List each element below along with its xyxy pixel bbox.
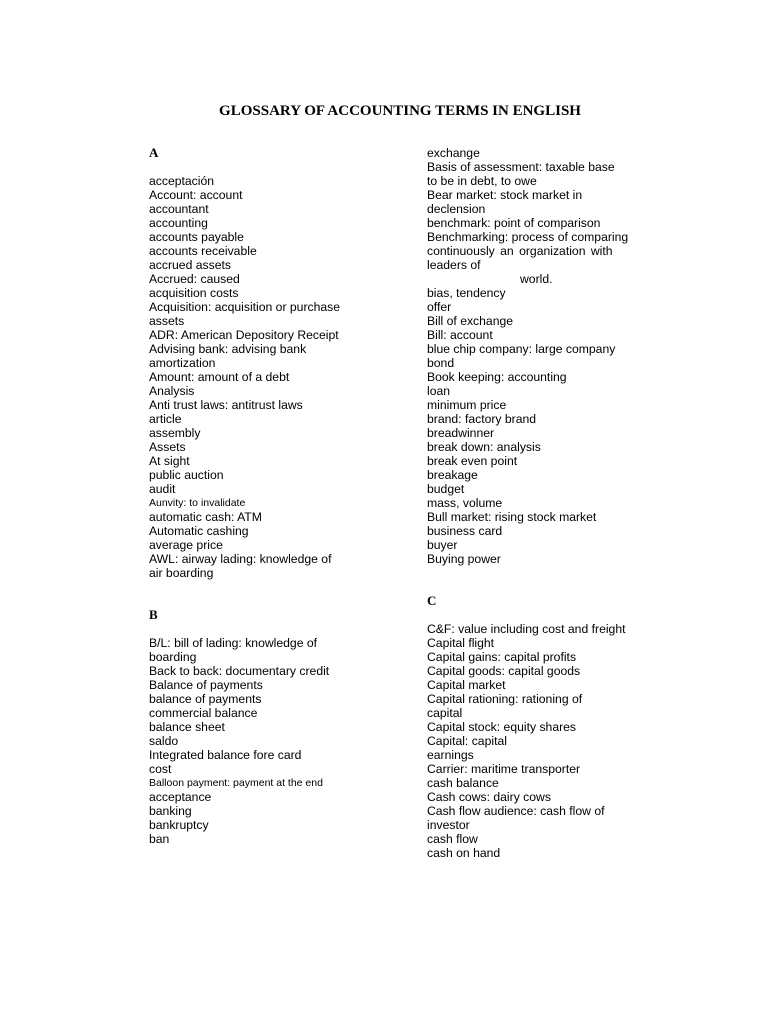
list-item: declension [427, 202, 486, 216]
list-item: brand: factory brand [427, 412, 537, 426]
list-item: Carrier: maritime transporter [427, 762, 581, 776]
list-item: Bull market: rising stock market [427, 510, 597, 524]
list-item: acceptance [149, 790, 212, 804]
list-item: public auction [149, 468, 224, 482]
list-item: Aunvity: to invalidate [149, 497, 246, 509]
list-item: Capital market [427, 678, 506, 692]
list-item: Cash cows: dairy cows [427, 790, 551, 804]
list-item: balance of payments [149, 692, 262, 706]
list-item: break even point [427, 454, 518, 468]
list-item: Integrated balance fore card [149, 748, 302, 762]
list-item: air boarding [149, 566, 214, 580]
list-item: ADR: American Depository Receipt [149, 328, 339, 342]
list-item: benchmark: point of comparison [427, 216, 601, 230]
list-item: acquisition costs [149, 286, 239, 300]
list-item: Capital flight [427, 636, 495, 650]
list-item: Bill: account [427, 328, 493, 342]
page-title: GLOSSARY OF ACCOUNTING TERMS IN ENGLISH [219, 103, 581, 119]
list-item: buyer [427, 538, 458, 552]
list-item: At sight [149, 454, 190, 468]
list-item: ban [149, 832, 170, 846]
list-item: Bill of exchange [427, 314, 514, 328]
section-heading-c: C [427, 593, 437, 608]
list-item: assets [149, 314, 185, 328]
list-item: offer [427, 300, 452, 314]
list-item: earnings [427, 748, 474, 762]
list-item: balance sheet [149, 720, 225, 734]
list-item: article [149, 412, 182, 426]
list-item: business card [427, 524, 503, 538]
right-column [427, 146, 667, 860]
list-item: exchange [427, 146, 480, 160]
list-item: Assets [149, 440, 186, 454]
list-item: bankruptcy [149, 818, 209, 832]
list-item: automatic cash: ATM [149, 510, 262, 524]
list-item: AWL: airway lading: knowledge of [149, 552, 332, 566]
list-item: acceptación [149, 174, 215, 188]
section-heading-a: A [149, 145, 159, 160]
list-item: commercial balance [149, 706, 258, 720]
list-item: investor [427, 818, 470, 832]
list-item: accounts receivable [149, 244, 257, 258]
list-item: accrued assets [149, 258, 231, 272]
list-item: Automatic cashing [149, 524, 249, 538]
list-item: breakage [427, 468, 478, 482]
list-item: Benchmarking: process of comparing [427, 230, 629, 244]
list-item: cash balance [427, 776, 499, 790]
list-item: Balance of payments [149, 678, 263, 692]
list-item: Capital rationing: rationing of [427, 692, 583, 706]
list-item: Account: account [149, 188, 243, 202]
list-item: Buying power [427, 552, 501, 566]
list-item: B/L: bill of lading: knowledge of [149, 636, 318, 650]
list-item: to be in debt, to owe [427, 174, 537, 188]
list-item: capital [427, 706, 463, 720]
list-item: loan [427, 384, 451, 398]
list-item: Capital stock: equity shares [427, 720, 577, 734]
list-item: Amount: amount of a debt [149, 370, 290, 384]
list-item: leaders of [427, 258, 481, 272]
list-item: average price [149, 538, 223, 552]
left-column [149, 146, 399, 846]
list-item: Book keeping: accounting [427, 370, 567, 384]
list-item: Analysis [149, 384, 195, 398]
list-item: budget [427, 482, 465, 496]
list-item: Acquisition: acquisition or purchase [149, 300, 341, 314]
list-item: assembly [149, 426, 201, 440]
list-item: minimum price [427, 398, 507, 412]
list-item: Basis of assessment: taxable base [427, 160, 615, 174]
list-item: breadwinner [427, 426, 495, 440]
list-item: saldo [149, 734, 179, 748]
list-item: Back to back: documentary credit [149, 664, 330, 678]
list-item: break down: analysis [427, 440, 541, 454]
list-item: cost [149, 762, 172, 776]
list-item: bond [427, 356, 455, 370]
list-item: blue chip company: large company [427, 342, 616, 356]
list-item: Capital: capital [427, 734, 507, 748]
list-item: Anti trust laws: antitrust laws [149, 398, 303, 412]
list-item: C&F: value including cost and freight [427, 622, 626, 636]
list-item: mass, volume [427, 496, 503, 510]
list-item: amortization [149, 356, 216, 370]
list-item: world. [520, 272, 553, 286]
list-item: banking [149, 804, 192, 818]
list-item: Capital goods: capital goods [427, 664, 581, 678]
list-item: Bear market: stock market in [427, 188, 583, 202]
list-item: continuously an organization with [427, 244, 613, 258]
list-item: boarding [149, 650, 197, 664]
list-item: accounting [149, 216, 208, 230]
list-item: Cash flow audience: cash flow of [427, 804, 605, 818]
list-item: cash flow [427, 832, 478, 846]
list-item: Capital gains: capital profits [427, 650, 577, 664]
list-item: accountant [149, 202, 209, 216]
list-item: Advising bank: advising bank [149, 342, 307, 356]
section-heading-b: B [149, 607, 158, 622]
list-item: Balloon payment: payment at the end [149, 777, 323, 789]
list-item: audit [149, 482, 176, 496]
list-item: accounts payable [149, 230, 244, 244]
list-item: Accrued: caused [149, 272, 240, 286]
list-item: cash on hand [427, 846, 501, 860]
list-item: bias, tendency [427, 286, 506, 300]
